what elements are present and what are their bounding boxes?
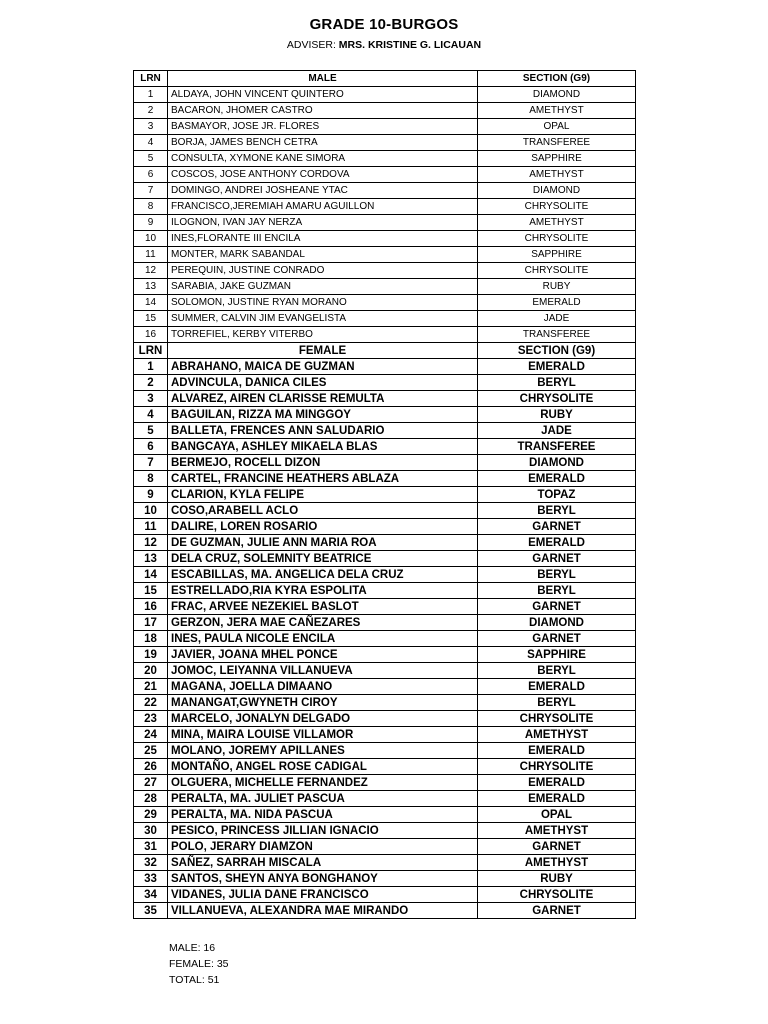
female-student-row [134, 727, 636, 743]
male-student-row-lrn: 14 [134, 295, 168, 311]
male-student-row-lrn: 1 [134, 87, 168, 103]
male-student-row [134, 263, 636, 279]
female-student-row-section: BERYL [478, 695, 636, 711]
male-student-row-lrn: 7 [134, 183, 168, 199]
female-student-row-lrn: 27 [134, 775, 168, 791]
male-student-row-section: JADE [478, 311, 636, 327]
female-student-row-section: EMERALD [478, 471, 636, 487]
adviser-name: MRS. KRISTINE G. LICAUAN [338, 39, 482, 51]
female-student-row [134, 679, 636, 695]
female-student-row-section: RUBY [478, 407, 636, 423]
female-student-row-name: MAGANA, JOELLA DIMAANO [168, 679, 478, 695]
male-student-row-name: SUMMER, CALVIN JIM EVANGELISTA [168, 311, 478, 327]
female-student-row [134, 583, 636, 599]
total-all: TOTAL: 51 [169, 974, 220, 986]
male-student-row-section: EMERALD [478, 295, 636, 311]
female-student-row-lrn: 15 [134, 583, 168, 599]
female-student-row-section: BERYL [478, 503, 636, 519]
male-student-row [134, 199, 636, 215]
female-student-row [134, 599, 636, 615]
female-student-row [134, 375, 636, 391]
female-student-row-name: BANGCAYA, ASHLEY MIKAELA BLAS [168, 439, 478, 455]
female-student-row-name: ESCABILLAS, MA. ANGELICA DELA CRUZ [168, 567, 478, 583]
male-name-header: MALE [168, 71, 478, 87]
female-student-row-lrn: 24 [134, 727, 168, 743]
roster-body [134, 71, 636, 919]
male-student-row-name: BORJA, JAMES BENCH CETRA [168, 135, 478, 151]
female-student-row-lrn: 31 [134, 839, 168, 855]
male-student-row [134, 183, 636, 199]
male-student-row-section: CHRYSOLITE [478, 263, 636, 279]
total-male: MALE: 16 [169, 942, 216, 954]
male-student-row [134, 279, 636, 295]
female-student-row [134, 855, 636, 871]
male-student-row-name: CONSULTA, XYMONE KANE SIMORA [168, 151, 478, 167]
male-student-row-section: SAPPHIRE [478, 247, 636, 263]
female-student-row-section: BERYL [478, 583, 636, 599]
female-student-row-lrn: 26 [134, 759, 168, 775]
female-student-row-lrn: 33 [134, 871, 168, 887]
male-student-row [134, 327, 636, 343]
female-student-row-name: POLO, JERARY DIAMZON [168, 839, 478, 855]
female-lrn-header: LRN [134, 343, 168, 359]
male-student-row-lrn: 6 [134, 167, 168, 183]
female-student-row-name: VILLANUEVA, ALEXANDRA MAE MIRANDO [168, 903, 478, 919]
female-student-row-section: BERYL [478, 375, 636, 391]
female-student-row-section: GARNET [478, 631, 636, 647]
female-student-row-lrn: 6 [134, 439, 168, 455]
female-student-row [134, 551, 636, 567]
male-student-row-name: MONTER, MARK SABANDAL [168, 247, 478, 263]
male-student-row-name: COSCOS, JOSE ANTHONY CORDOVA [168, 167, 478, 183]
female-student-row-name: ESTRELLADO,RIA KYRA ESPOLITA [168, 583, 478, 599]
female-student-row-name: GERZON, JERA MAE CAÑEZARES [168, 615, 478, 631]
female-student-row-name: MANANGAT,GWYNETH CIROY [168, 695, 478, 711]
male-student-row-name: ALDAYA, JOHN VINCENT QUINTERO [168, 87, 478, 103]
male-student-row [134, 103, 636, 119]
male-student-row-lrn: 9 [134, 215, 168, 231]
male-student-row [134, 247, 636, 263]
male-student-row-lrn: 4 [134, 135, 168, 151]
female-student-row-lrn: 20 [134, 663, 168, 679]
female-student-row-section: EMERALD [478, 679, 636, 695]
male-student-row-name: BASMAYOR, JOSE JR. FLORES [168, 119, 478, 135]
male-student-row-lrn: 15 [134, 311, 168, 327]
male-student-row-section: CHRYSOLITE [478, 199, 636, 215]
male-student-row-name: INES,FLORANTE III ENCILA [168, 231, 478, 247]
female-student-row-section: EMERALD [478, 535, 636, 551]
female-student-row-lrn: 22 [134, 695, 168, 711]
female-header-row [134, 343, 636, 359]
male-student-row [134, 87, 636, 103]
female-student-row-lrn: 11 [134, 519, 168, 535]
female-student-row [134, 791, 636, 807]
female-student-row-section: GARNET [478, 519, 636, 535]
female-student-row [134, 487, 636, 503]
female-student-row [134, 663, 636, 679]
female-student-row-name: DALIRE, LOREN ROSARIO [168, 519, 478, 535]
female-student-row-name: JOMOC, LEIYANNA VILLANUEVA [168, 663, 478, 679]
female-student-row [134, 887, 636, 903]
female-student-row-name: PERALTA, MA. NIDA PASCUA [168, 807, 478, 823]
male-student-row-lrn: 2 [134, 103, 168, 119]
male-student-row-section: TRANSFEREE [478, 327, 636, 343]
female-student-row [134, 359, 636, 375]
female-student-row-lrn: 32 [134, 855, 168, 871]
male-student-row-lrn: 16 [134, 327, 168, 343]
female-student-row-lrn: 8 [134, 471, 168, 487]
female-student-row [134, 631, 636, 647]
female-student-row-lrn: 28 [134, 791, 168, 807]
male-student-row-name: DOMINGO, ANDREI JOSHEANE YTAC [168, 183, 478, 199]
female-student-row-section: CHRYSOLITE [478, 711, 636, 727]
female-student-row-lrn: 17 [134, 615, 168, 631]
female-student-row-name: ABRAHANO, MAICA DE GUZMAN [168, 359, 478, 375]
female-student-row-lrn: 9 [134, 487, 168, 503]
female-student-row [134, 455, 636, 471]
female-student-row-name: FRAC, ARVEE NEZEKIEL BASLOT [168, 599, 478, 615]
female-student-row [134, 871, 636, 887]
female-student-row-lrn: 30 [134, 823, 168, 839]
female-student-row-lrn: 12 [134, 535, 168, 551]
female-student-row-lrn: 2 [134, 375, 168, 391]
female-student-row [134, 535, 636, 551]
female-student-row [134, 471, 636, 487]
female-student-row-section: DIAMOND [478, 455, 636, 471]
female-student-row-section: GARNET [478, 903, 636, 919]
male-student-row-section: TRANSFEREE [478, 135, 636, 151]
female-student-row-name: CARTEL, FRANCINE HEATHERS ABLAZA [168, 471, 478, 487]
female-student-row-section: EMERALD [478, 359, 636, 375]
female-student-row-name: MOLANO, JOREMY APILLANES [168, 743, 478, 759]
male-student-row-section: RUBY [478, 279, 636, 295]
male-student-row-lrn: 3 [134, 119, 168, 135]
male-student-row-section: OPAL [478, 119, 636, 135]
page-title: GRADE 10-BURGOS [309, 16, 459, 33]
male-student-row-lrn: 11 [134, 247, 168, 263]
male-student-row [134, 119, 636, 135]
female-student-row [134, 759, 636, 775]
female-student-row-section: TOPAZ [478, 487, 636, 503]
female-student-row-name: MINA, MAIRA LOUISE VILLAMOR [168, 727, 478, 743]
female-student-row-lrn: 19 [134, 647, 168, 663]
female-student-row [134, 391, 636, 407]
female-student-row-section: GARNET [478, 599, 636, 615]
female-student-row [134, 439, 636, 455]
female-student-row-lrn: 14 [134, 567, 168, 583]
male-section-header: SECTION (G9) [478, 71, 636, 87]
female-student-row-section: BERYL [478, 663, 636, 679]
female-student-row-name: PERALTA, MA. JULIET PASCUA [168, 791, 478, 807]
female-student-row-name: BALLETA, FRENCES ANN SALUDARIO [168, 423, 478, 439]
female-section-header: SECTION (G9) [478, 343, 636, 359]
class-roster-table [133, 70, 636, 919]
female-student-row-section: CHRYSOLITE [478, 887, 636, 903]
female-student-row [134, 839, 636, 855]
male-student-row [134, 167, 636, 183]
male-student-row-name: TORREFIEL, KERBY VITERBO [168, 327, 478, 343]
female-student-row-lrn: 18 [134, 631, 168, 647]
adviser-line [0, 39, 768, 51]
male-student-row-name: PEREQUIN, JUSTINE CONRADO [168, 263, 478, 279]
female-student-row-name: ALVAREZ, AIREN CLARISSE REMULTA [168, 391, 478, 407]
male-student-row-section: DIAMOND [478, 87, 636, 103]
female-student-row-name: SAÑEZ, SARRAH MISCALA [168, 855, 478, 871]
female-student-row-lrn: 29 [134, 807, 168, 823]
female-student-row-lrn: 3 [134, 391, 168, 407]
male-student-row-section: AMETHYST [478, 215, 636, 231]
female-student-row-lrn: 16 [134, 599, 168, 615]
female-student-row-name: SANTOS, SHEYN ANYA BONGHANOY [168, 871, 478, 887]
male-student-row [134, 295, 636, 311]
male-student-row-name: BACARON, JHOMER CASTRO [168, 103, 478, 119]
female-student-row-section: TRANSFEREE [478, 439, 636, 455]
female-student-row-lrn: 1 [134, 359, 168, 375]
female-student-row [134, 743, 636, 759]
female-student-row-name: OLGUERA, MICHELLE FERNANDEZ [168, 775, 478, 791]
male-student-row-section: SAPPHIRE [478, 151, 636, 167]
female-student-row-section: AMETHYST [478, 823, 636, 839]
female-student-row [134, 807, 636, 823]
female-student-row-section: BERYL [478, 567, 636, 583]
female-student-row-section: GARNET [478, 551, 636, 567]
male-student-row-section: CHRYSOLITE [478, 231, 636, 247]
female-student-row-section: OPAL [478, 807, 636, 823]
female-student-row [134, 823, 636, 839]
male-student-row [134, 231, 636, 247]
totals-block [169, 940, 229, 988]
female-student-row-section: RUBY [478, 871, 636, 887]
male-student-row-section: AMETHYST [478, 103, 636, 119]
female-student-row-name: DELA CRUZ, SOLEMNITY BEATRICE [168, 551, 478, 567]
female-student-row-section: EMERALD [478, 775, 636, 791]
female-student-row-name: COSO,ARABELL ACLO [168, 503, 478, 519]
female-student-row-section: EMERALD [478, 791, 636, 807]
male-student-row-lrn: 13 [134, 279, 168, 295]
male-student-row [134, 311, 636, 327]
female-student-row [134, 695, 636, 711]
female-student-row-name: PESICO, PRINCESS JILLIAN IGNACIO [168, 823, 478, 839]
female-student-row [134, 903, 636, 919]
female-student-row-section: CHRYSOLITE [478, 391, 636, 407]
male-student-row [134, 135, 636, 151]
male-student-row-section: AMETHYST [478, 167, 636, 183]
male-student-row-lrn: 10 [134, 231, 168, 247]
female-student-row-name: INES, PAULA NICOLE ENCILA [168, 631, 478, 647]
female-student-row [134, 615, 636, 631]
female-student-row-lrn: 21 [134, 679, 168, 695]
male-header-row [134, 71, 636, 87]
female-student-row [134, 407, 636, 423]
male-lrn-header: LRN [134, 71, 168, 87]
male-student-row-name: ILOGNON, IVAN JAY NERZA [168, 215, 478, 231]
female-student-row-section: AMETHYST [478, 727, 636, 743]
female-student-row [134, 503, 636, 519]
female-student-row-name: MARCELO, JONALYN DELGADO [168, 711, 478, 727]
female-student-row-section: DIAMOND [478, 615, 636, 631]
female-student-row-section: AMETHYST [478, 855, 636, 871]
female-student-row-lrn: 7 [134, 455, 168, 471]
female-student-row-name: VIDANES, JULIA DANE FRANCISCO [168, 887, 478, 903]
male-student-row-lrn: 12 [134, 263, 168, 279]
female-student-row-name: MONTAÑO, ANGEL ROSE CADIGAL [168, 759, 478, 775]
female-student-row [134, 711, 636, 727]
female-student-row-name: JAVIER, JOANA MHEL PONCE [168, 647, 478, 663]
adviser-label: ADVISER: [286, 39, 336, 51]
female-student-row-name: BAGUILAN, RIZZA MA MINGGOY [168, 407, 478, 423]
female-student-row [134, 567, 636, 583]
female-student-row-section: CHRYSOLITE [478, 759, 636, 775]
female-student-row-lrn: 10 [134, 503, 168, 519]
female-name-header: FEMALE [168, 343, 478, 359]
female-student-row-name: DE GUZMAN, JULIE ANN MARIA ROA [168, 535, 478, 551]
male-student-row-lrn: 5 [134, 151, 168, 167]
female-student-row-section: SAPPHIRE [478, 647, 636, 663]
female-student-row [134, 647, 636, 663]
female-student-row-lrn: 34 [134, 887, 168, 903]
female-student-row-section: GARNET [478, 839, 636, 855]
female-student-row-name: ADVINCULA, DANICA CILES [168, 375, 478, 391]
female-student-row-section: EMERALD [478, 743, 636, 759]
male-student-row-section: DIAMOND [478, 183, 636, 199]
male-student-row [134, 215, 636, 231]
female-student-row [134, 775, 636, 791]
female-student-row-lrn: 4 [134, 407, 168, 423]
male-student-row [134, 151, 636, 167]
female-student-row-lrn: 25 [134, 743, 168, 759]
female-student-row-lrn: 23 [134, 711, 168, 727]
female-student-row-lrn: 5 [134, 423, 168, 439]
female-student-row-section: JADE [478, 423, 636, 439]
female-student-row [134, 519, 636, 535]
male-student-row-name: SARABIA, JAKE GUZMAN [168, 279, 478, 295]
female-student-row-lrn: 35 [134, 903, 168, 919]
male-student-row-name: SOLOMON, JUSTINE RYAN MORANO [168, 295, 478, 311]
male-student-row-name: FRANCISCO,JEREMIAH AMARU AGUILLON [168, 199, 478, 215]
female-student-row-lrn: 13 [134, 551, 168, 567]
female-student-row-name: CLARION, KYLA FELIPE [168, 487, 478, 503]
female-student-row [134, 423, 636, 439]
female-student-row-name: BERMEJO, ROCELL DIZON [168, 455, 478, 471]
male-student-row-lrn: 8 [134, 199, 168, 215]
total-female: FEMALE: 35 [169, 958, 229, 970]
